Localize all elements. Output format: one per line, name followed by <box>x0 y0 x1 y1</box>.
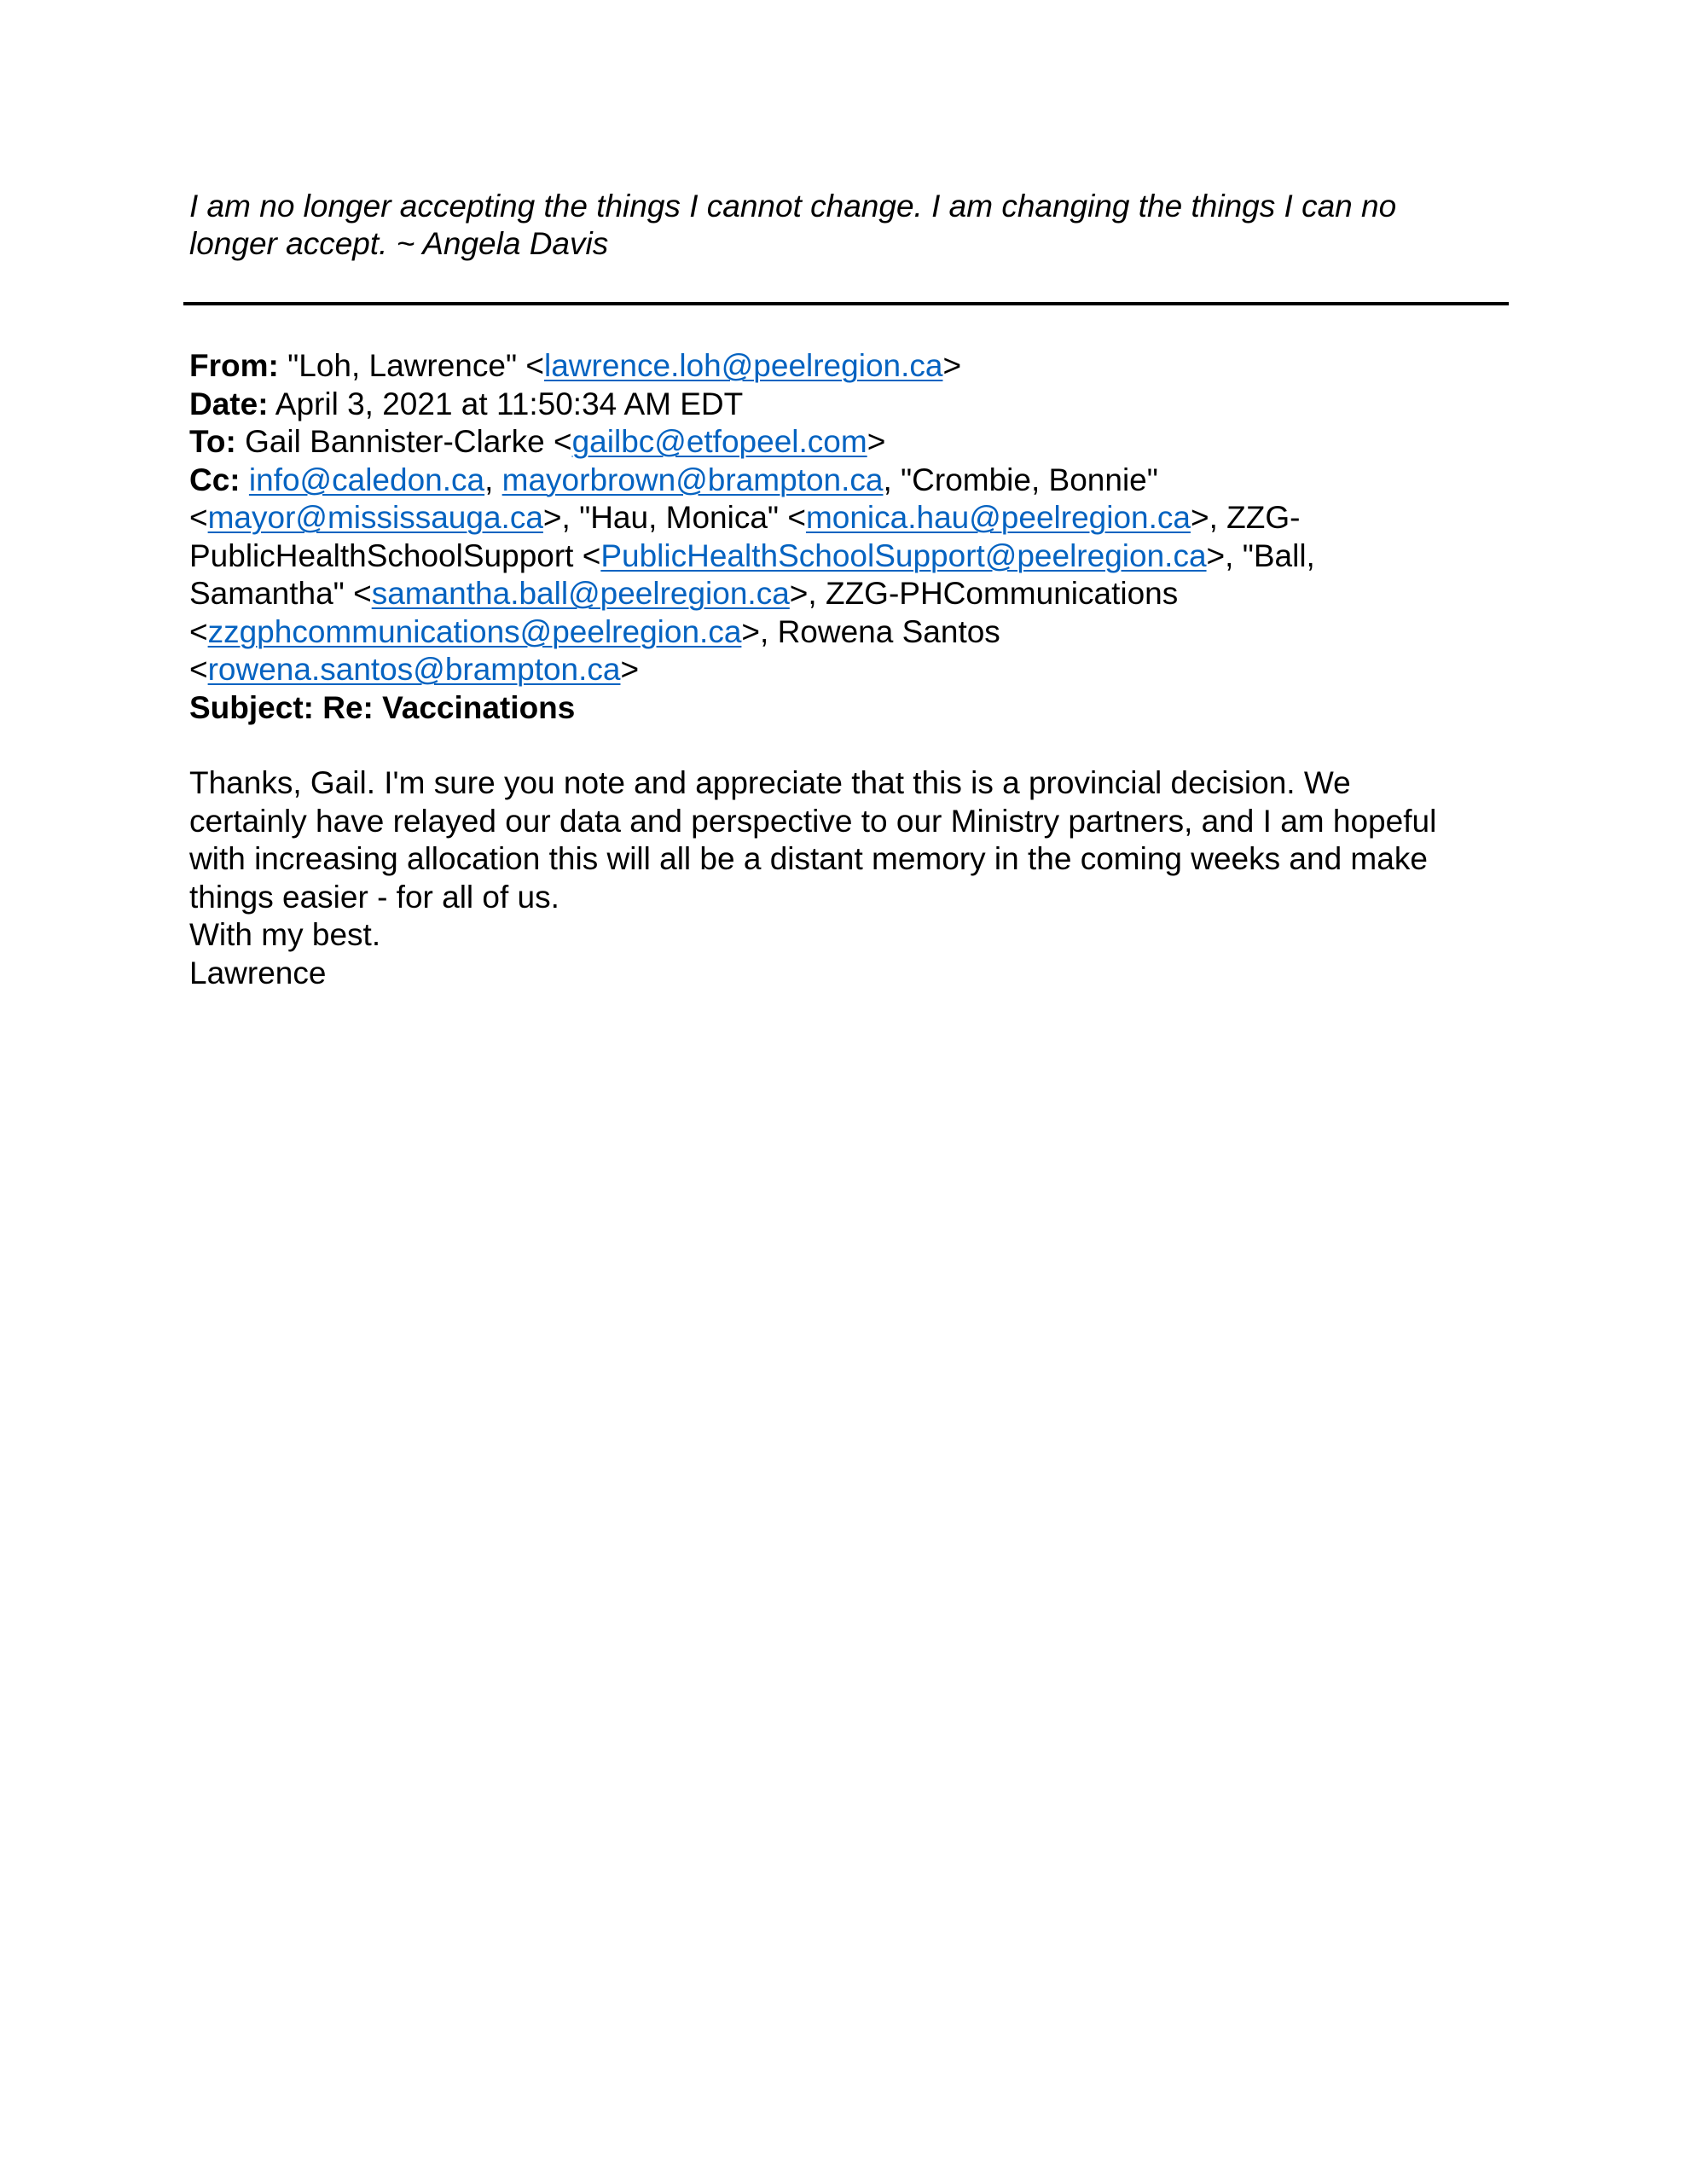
to-line: To: Gail Bannister-Clarke <gailbc@etfopeel.com> <box>189 424 886 459</box>
quote-line-2: longer accept. ~ Angela Davis <box>189 226 609 261</box>
cc-name: "Hau, Monica" <box>579 500 780 535</box>
cc-email-link[interactable]: zzgphcommunications@peelregion.ca <box>207 613 742 649</box>
cc-name: "Ball, <box>1242 537 1315 573</box>
date-line <box>189 386 1520 424</box>
cc-email-link[interactable]: mayorbrown@brampton.ca <box>501 462 884 497</box>
cc-line-6: <rowena.santos@brampton.ca> <box>189 652 640 687</box>
cc-name: "Crombie, Bonnie" <box>901 462 1158 497</box>
cc-name: Rowena Santos <box>777 613 1000 649</box>
cc-email-link[interactable]: PublicHealthSchoolSupport@peelregion.ca <box>600 537 1207 573</box>
body-line: Thanks, Gail. I'm sure you note and appreciate that this is a provincial decision. We <box>189 765 1351 800</box>
email-header <box>189 347 1520 727</box>
email-body <box>189 764 1520 992</box>
to-label: To: <box>189 424 236 459</box>
cc-email-link[interactable]: samantha.ball@peelregion.ca <box>371 576 790 611</box>
from-name: "Loh, Lawrence" <box>287 348 518 383</box>
signature-name: Lawrence <box>189 955 327 990</box>
cc-email-link[interactable]: mayor@mississauga.ca <box>207 500 543 535</box>
date-label: Date: <box>189 386 269 421</box>
cc-name: PublicHealthSchoolSupport <box>189 537 574 573</box>
date-value: April 3, 2021 at 11:50:34 AM EDT <box>275 386 744 421</box>
to-email-link[interactable]: gailbc@etfopeel.com <box>571 424 867 459</box>
quote-line-1: I am no longer accepting the things I cannot change. I am changing the things I can no <box>189 189 1397 224</box>
cc-email-link[interactable]: info@caledon.ca <box>248 462 485 497</box>
from-email-link[interactable]: lawrence.loh@peelregion.ca <box>544 348 943 383</box>
cc-line-5: <zzgphcommunications@peelregion.ca>, Rowena Santos <box>189 613 1000 649</box>
cc-line-3: PublicHealthSchoolSupport <PublicHealthSchoolSupport@peelregion.ca>, "Ball, <box>189 537 1315 573</box>
cc-name: ZZG-PHCommunications <box>825 576 1179 611</box>
body-line: things easier - for all of us. <box>189 879 559 915</box>
to-name: Gail Bannister-Clarke <box>245 424 545 459</box>
separator-rule <box>183 302 1509 305</box>
cc-label: Cc: <box>189 462 241 497</box>
cc-email-link[interactable]: rowena.santos@brampton.ca <box>207 652 621 687</box>
cc-line-4: Samantha" <samantha.ball@peelregion.ca>, ZZG-PHCommunications <box>189 576 1179 611</box>
cc-name: ZZG- <box>1226 500 1301 535</box>
cc-line-1: Cc: info@caledon.ca, mayorbrown@brampton.ca, "Crombie, Bonnie" <box>189 462 1158 497</box>
cc-line-2: <mayor@mississauga.ca>, "Hau, Monica" <monica.hau@peelregion.ca>, ZZG- <box>189 500 1301 535</box>
closing-line: With my best. <box>189 917 381 952</box>
cc-name: Samantha" <box>189 576 345 611</box>
body-line: certainly have relayed our data and perspective to our Ministry partners, and I am hopeful <box>189 803 1437 839</box>
subject-line: Subject: Re: Vaccinations <box>189 689 576 725</box>
signature-quote <box>189 188 1520 263</box>
from-label: From: <box>189 348 279 383</box>
body-line: with increasing allocation this will all be a distant memory in the coming weeks and make <box>189 841 1428 876</box>
cc-email-link[interactable]: monica.hau@peelregion.ca <box>805 500 1191 535</box>
from-line: From: "Loh, Lawrence" <lawrence.loh@peelregion.ca> <box>189 348 962 383</box>
